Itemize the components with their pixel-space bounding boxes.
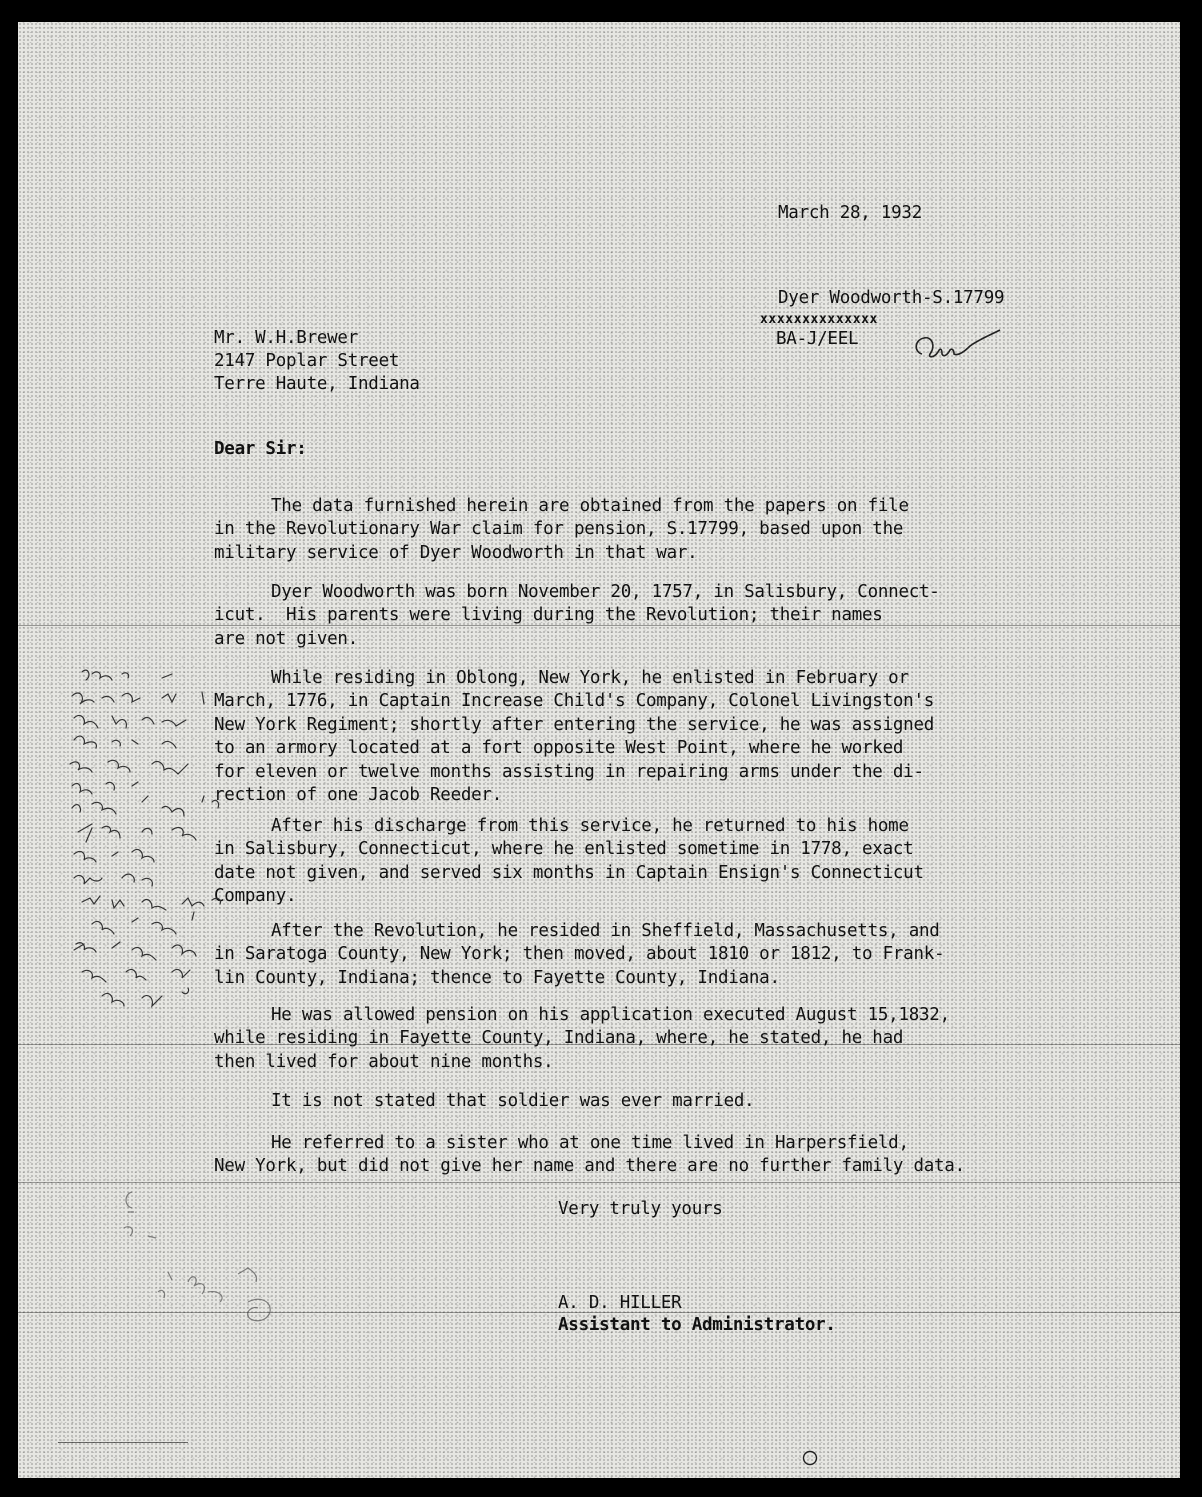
- file-ref-code: BA-J/EEL: [776, 329, 859, 349]
- body-paragraph-1: [214, 495, 1014, 565]
- body-paragraph-5: [214, 920, 1014, 990]
- salutation: Dear Sir:: [214, 439, 307, 459]
- body-line: New York, but did not give her name and there are no further family data.: [214, 1156, 965, 1177]
- body-paragraph-7: [214, 1090, 1014, 1113]
- scan-scratch: [58, 1442, 188, 1443]
- body-line: in the Revolutionary War claim for pension, S.17799, based upon the: [214, 519, 904, 540]
- file-ref-name: Dyer Woodworth-S.17799: [778, 288, 1005, 308]
- body-line: He was allowed pension on his application executed August 15,1832,: [271, 1005, 950, 1025]
- body-line: are not given.: [214, 628, 359, 649]
- body-line: to an armory located at a fort opposite West Point, where he worked: [214, 738, 904, 759]
- body-line: in Saratoga County, New York; then moved, about 1810 or 1812, to Frank-: [214, 944, 945, 965]
- body-line: Company.: [214, 886, 297, 907]
- body-line: for eleven or twelve months assisting in repairing arms under the di-: [214, 761, 924, 782]
- letter-page: [18, 22, 1180, 1478]
- body-line: New York Regiment; shortly after entering the service, he was assigned: [214, 714, 935, 735]
- file-ref-struck: xxxxxxxxxxxxxx: [760, 312, 878, 327]
- body-line: He referred to a sister who at one time lived in Harpersfield,: [271, 1133, 909, 1153]
- handwritten-margin-notes: [62, 652, 232, 1032]
- body-line: while residing in Fayette County, Indiana, where, he stated, he had: [214, 1028, 904, 1049]
- body-paragraph-2: [214, 581, 1014, 651]
- body-line: After his discharge from this service, he returned to his home: [271, 816, 909, 836]
- closing: Very truly yours: [558, 1199, 723, 1219]
- body-paragraph-3: [214, 667, 1014, 807]
- body-line: in Salisbury, Connecticut, where he enlisted sometime in 1778, exact: [214, 839, 914, 860]
- recipient-street: 2147 Poplar Street: [214, 351, 400, 371]
- signature-name: A. D. HILLER: [558, 1293, 682, 1313]
- faint-stamp-mark: [88, 1182, 308, 1342]
- body-line: After the Revolution, he resided in Sheffield, Massachusetts, and: [271, 921, 940, 941]
- recipient-name: Mr. W.H.Brewer: [214, 328, 359, 348]
- body-line: While residing in Oblong, New York, he enlisted in February or: [271, 668, 909, 688]
- body-line: rection of one Jacob Reeder.: [214, 785, 503, 806]
- body-paragraph-6: [214, 1004, 1014, 1074]
- body-line: date not given, and served six months in Captain Ensign's Connecticut: [214, 862, 924, 883]
- handwritten-initials: [908, 326, 1008, 368]
- body-line: It is not stated that soldier was ever married.: [271, 1091, 755, 1111]
- body-line: The data furnished herein are obtained from the papers on file: [271, 496, 909, 516]
- signature-title: Assistant to Administrator.: [558, 1315, 836, 1335]
- body-paragraph-8: [214, 1132, 1014, 1179]
- body-line: lin County, Indiana; thence to Fayette County, Indiana.: [214, 967, 780, 988]
- body-line: March, 1776, in Captain Increase Child's Company, Colonel Livingston's: [214, 691, 935, 712]
- body-line: then lived for about nine months.: [214, 1051, 554, 1072]
- body-line: icut. His parents were living during the Revolution; their names: [214, 605, 883, 626]
- body-paragraph-4: [214, 815, 1014, 909]
- recipient-city: Terre Haute, Indiana: [214, 374, 420, 394]
- body-line: Dyer Woodworth was born November 20, 1757, in Salisbury, Connect-: [271, 582, 940, 602]
- body-line: military service of Dyer Woodworth in that war.: [214, 542, 698, 563]
- small-circle-mark: [800, 1448, 820, 1468]
- letter-date: March 28, 1932: [778, 203, 923, 223]
